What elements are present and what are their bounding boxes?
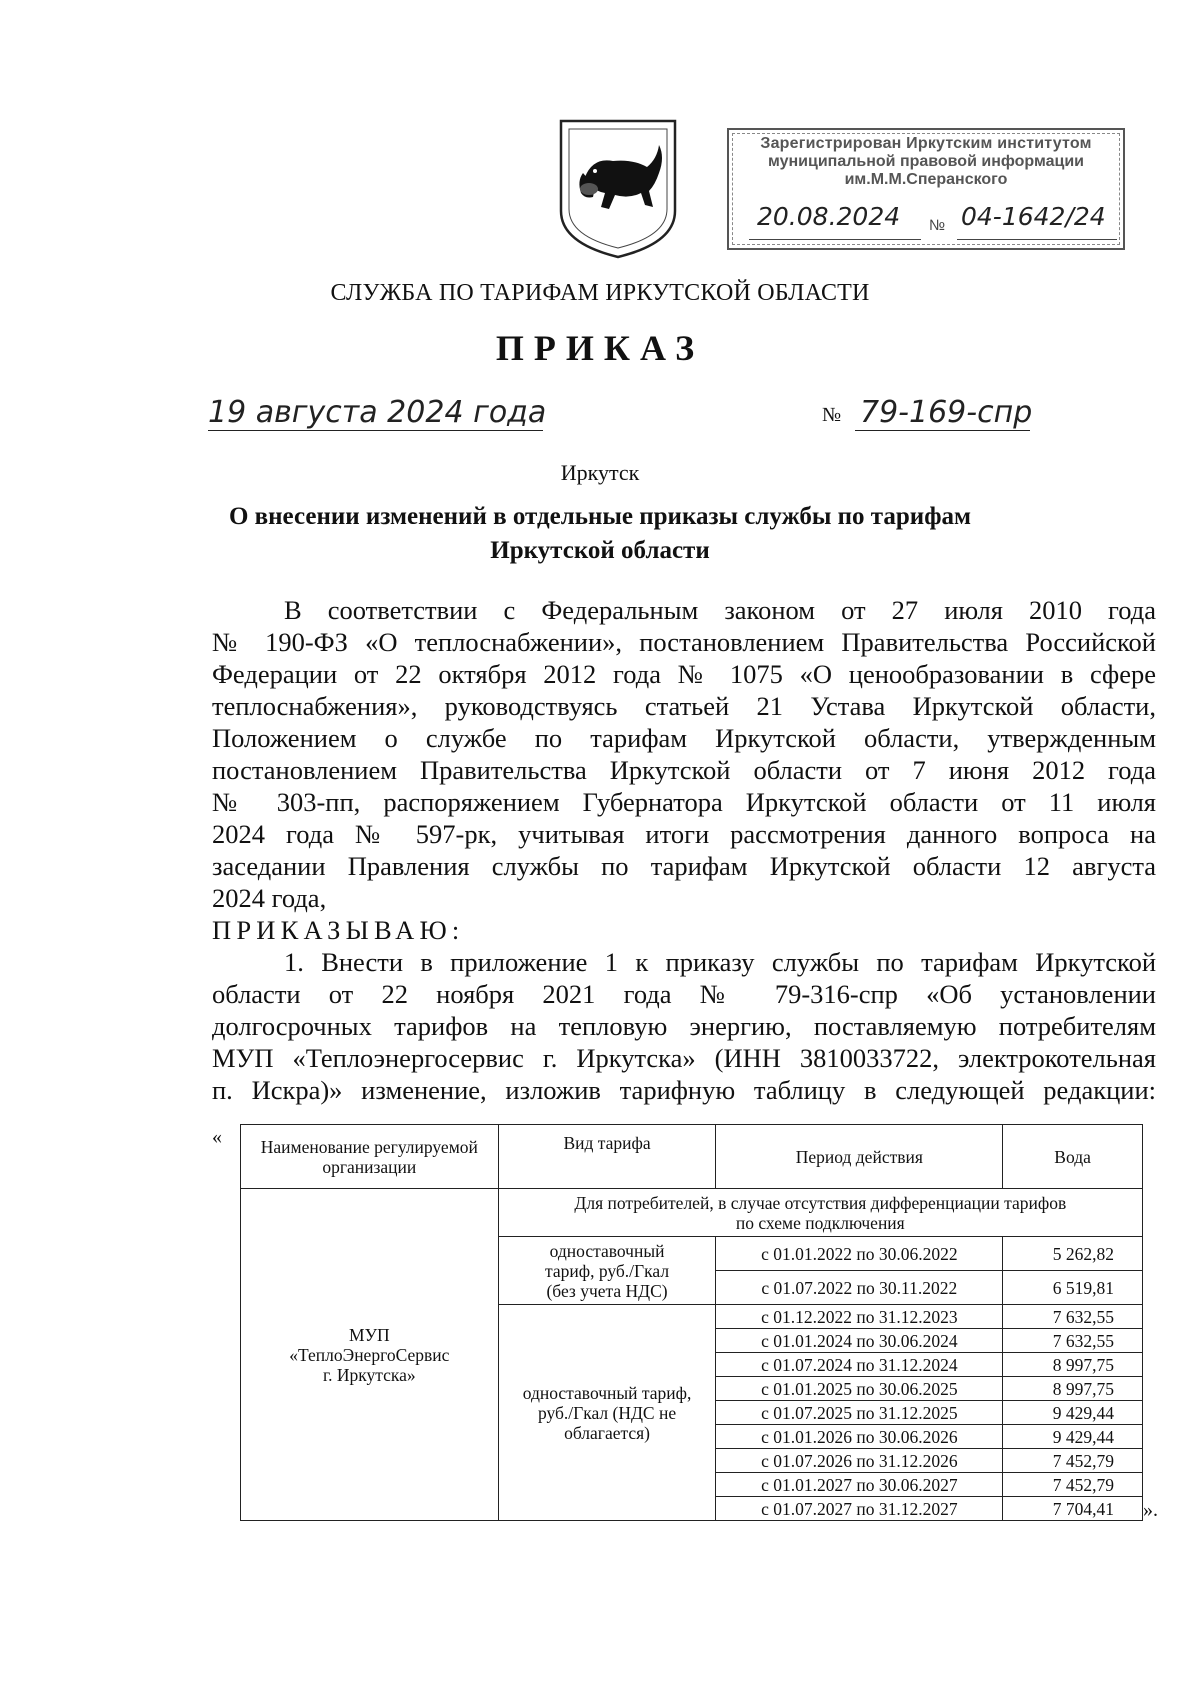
stamp-line-1: Зарегистрирован Иркутским институтом <box>760 135 1092 152</box>
preamble-line: В соответствии с Федеральным законом от 27 июля 2010 года <box>284 595 1156 625</box>
table-quote-open: « <box>212 1126 222 1148</box>
period-cell: с 01.01.2025 по 30.06.2025 <box>716 1377 1003 1401</box>
order-date: 19 августа 2024 года <box>208 395 547 430</box>
org-name: МУП «ТеплоЭнергоСервис г. Иркутска» <box>289 1324 450 1385</box>
stamp-registration-row <box>739 202 1113 242</box>
number-underline <box>855 430 1030 431</box>
tariff-type-2 <box>498 1305 716 1521</box>
table-row <box>241 1189 1143 1237</box>
preamble-line: 2024 года, <box>212 883 327 913</box>
value-cell: 7 704,41 <box>1003 1497 1143 1521</box>
preamble-line: заседании Правления службы по тарифам Иркутской области 12 августа <box>212 851 1156 881</box>
header-type: Вид тарифа <box>498 1125 716 1189</box>
period-cell: с 01.07.2025 по 31.12.2025 <box>716 1401 1003 1425</box>
item-1-line: области от 22 ноября 2021 года № 79-316-спр «Об установлении <box>212 979 1156 1009</box>
document-type: ПРИКАЗ <box>495 328 705 368</box>
tariff-type-2-text: одноставочный тариф, руб./Гкал (НДС не облагается) <box>522 1382 692 1443</box>
stamp-line-2: муниципальной правовой информации <box>767 153 1085 170</box>
value-cell: 9 429,44 <box>1003 1401 1143 1425</box>
order-word: ПРИКАЗЫВАЮ: <box>212 915 465 945</box>
order-number: 79-169-спр <box>860 395 1033 430</box>
header-period: Период действия <box>716 1125 1003 1189</box>
org-name-cell <box>241 1189 499 1521</box>
group-header <box>498 1189 1142 1237</box>
preamble-line: постановлением Правительства Иркутской области от 7 июня 2012 года <box>212 755 1156 785</box>
value-cell: 7 632,55 <box>1003 1329 1143 1353</box>
preamble-line: № 303-пп, распоряжением Губернатора Иркутской области от 11 июля <box>212 787 1156 817</box>
item-1-line: МУП «Теплоэнергосервис г. Иркутска» (ИНН 3810033722, электрокотельная <box>212 1043 1156 1073</box>
period-cell: с 01.01.2022 по 30.06.2022 <box>716 1237 1003 1271</box>
registration-stamp <box>727 128 1125 250</box>
agency-name: СЛУЖБА ПО ТАРИФАМ ИРКУТСКОЙ ОБЛАСТИ <box>330 280 870 306</box>
city: Иркутск <box>560 460 640 485</box>
item-1-line: п. Искра)» изменение, изложив тарифную таблицу в следующей редакции: <box>212 1075 1156 1105</box>
value-cell: 5 262,82 <box>1003 1237 1143 1271</box>
period-cell: с 01.07.2027 по 31.12.2027 <box>716 1497 1003 1521</box>
value-cell: 6 519,81 <box>1003 1271 1143 1305</box>
period-cell: с 01.07.2024 по 31.12.2024 <box>716 1353 1003 1377</box>
document-title <box>150 500 1050 568</box>
tariff-type-1-text: одноставочный тариф, руб./Гкал (без учета НДС) <box>545 1240 670 1301</box>
period-cell: с 01.01.2024 по 30.06.2024 <box>716 1329 1003 1353</box>
stamp-line-3: им.М.М.Сперанского <box>844 171 1008 188</box>
stamp-number-sign: № <box>929 217 946 234</box>
group-header-text: Для потребителей, в случае отсутствия дифференциации тарифов по схеме подключения <box>574 1192 1067 1233</box>
document-body <box>212 594 1156 1106</box>
title-line-2: Иркутской области <box>490 537 710 564</box>
value-cell: 8 997,75 <box>1003 1353 1143 1377</box>
preamble-line: Положением о службе по тарифам Иркутской области, утвержденным <box>212 723 1156 753</box>
header-water: Вода <box>1003 1125 1143 1189</box>
coat-of-arms-icon <box>555 115 681 261</box>
header-org: Наименование регулируемой организации <box>241 1125 499 1189</box>
stamp-date: 20.08.2024 <box>757 202 901 231</box>
preamble-line: № 190-ФЗ «О теплоснабжении», постановлением Правительства Российской <box>212 627 1156 657</box>
period-cell: с 01.01.2026 по 30.06.2026 <box>716 1425 1003 1449</box>
value-cell: 7 452,79 <box>1003 1473 1143 1497</box>
value-cell: 7 632,55 <box>1003 1305 1143 1329</box>
period-cell: с 01.01.2027 по 30.06.2027 <box>716 1473 1003 1497</box>
period-cell: с 01.07.2022 по 30.11.2022 <box>716 1271 1003 1305</box>
table-header-row <box>241 1125 1143 1189</box>
date-underline <box>208 430 543 431</box>
preamble-line: Федерации от 22 октября 2012 года № 1075 «О ценообразовании в сфере <box>212 659 1156 689</box>
value-cell: 8 997,75 <box>1003 1377 1143 1401</box>
title-line-1: О внесении изменений в отдельные приказы службы по тарифам <box>228 503 972 530</box>
item-1-line: 1. Внести в приложение 1 к приказу службы по тарифам Иркутской <box>284 947 1156 977</box>
value-cell: 9 429,44 <box>1003 1425 1143 1449</box>
period-cell: с 01.12.2022 по 31.12.2023 <box>716 1305 1003 1329</box>
preamble-line: теплоснабжения», руководствуясь статьей 21 Устава Иркутской области, <box>212 691 1156 721</box>
table-quote-close: ». <box>1143 1499 1158 1521</box>
period-cell: с 01.07.2026 по 31.12.2026 <box>716 1449 1003 1473</box>
preamble-line: 2024 года № 597-рк, учитывая итоги рассмотрения данного вопроса на <box>212 819 1156 849</box>
number-sign: № <box>822 404 842 426</box>
item-1-line: долгосрочных тарифов на тепловую энергию, поставляемую потребителям <box>212 1011 1156 1041</box>
value-cell: 7 452,79 <box>1003 1449 1143 1473</box>
tariff-table <box>240 1124 1143 1521</box>
tariff-type-1 <box>498 1237 716 1305</box>
stamp-number: 04-1642/24 <box>961 202 1106 231</box>
